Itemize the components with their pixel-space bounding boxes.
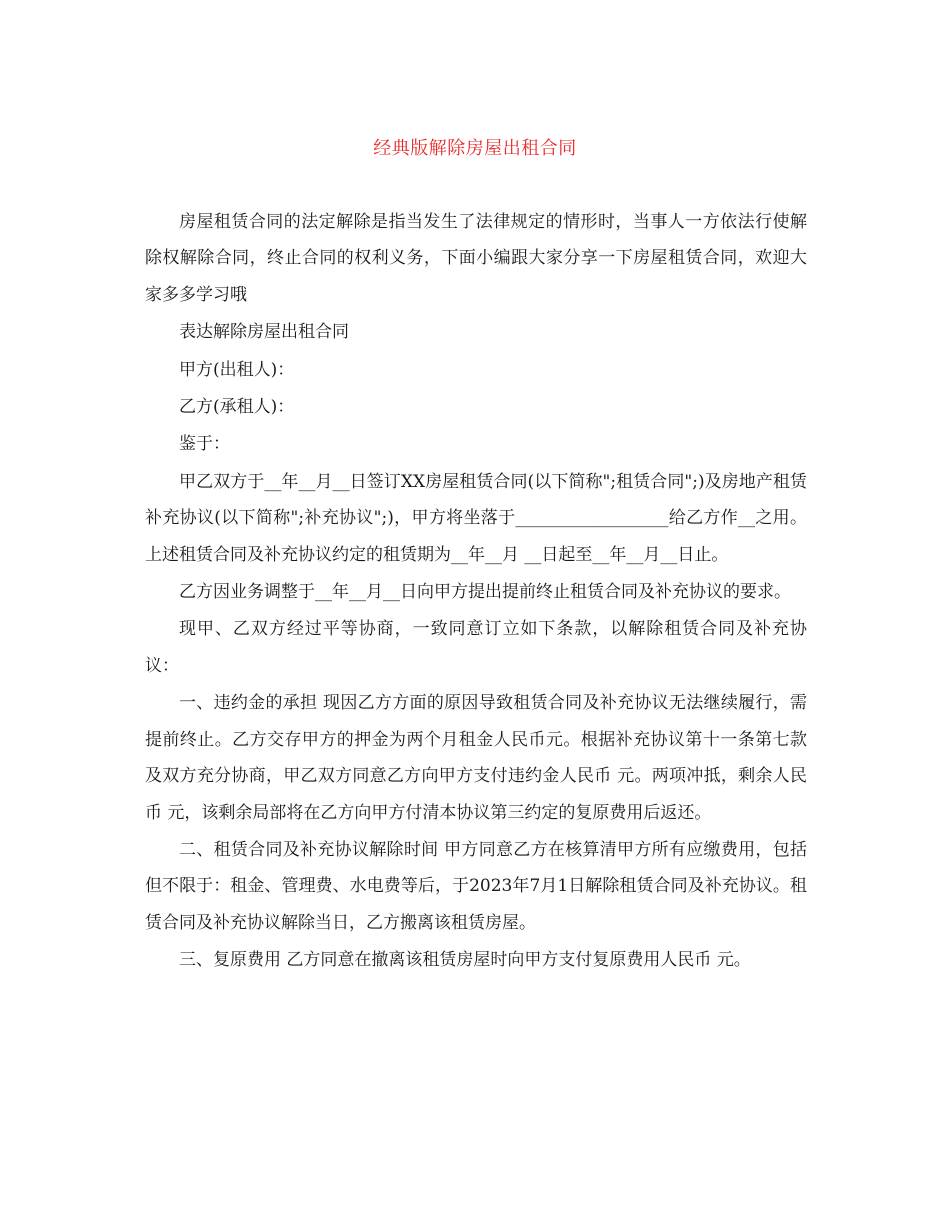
paragraph-clause-1: 一、违约金的承担 现因乙方方面的原因导致租赁合同及补充协议无法继续履行，需提前终止。乙方交存甲方的押金为两个月租金人民币元。根据补充协议第十一条第七款及双方充分协商，甲乙双方同意乙方向甲方支付违约金人民币 元。两项冲抵，剩余人民币 元，该剩余局部将在乙方向甲方付清本协议第三约定的复原费用后返还。 <box>145 693 807 823</box>
paragraph-party-b: 乙方(承租人)： <box>179 397 295 418</box>
paragraph-background: 甲乙双方于__年__月__日签订XX房屋租赁合同(以下简称";租赁合同";)及房地产租赁补充协议(以下简称";补充协议";)，甲方将坐落于__________________给乙方作__之用。上述租赁合同及补充协议约定的租赁期为__年__月 __日起至__年__月__日止。 <box>145 471 807 565</box>
paragraph-request: 乙方因业务调整于__年__月__日向甲方提出提前终止租赁合同及补充协议的要求。 <box>179 582 791 603</box>
paragraph-clause-3: 三、复原费用 乙方同意在撤离该租赁房屋时向甲方支付复原费用人民币 元。 <box>179 950 751 971</box>
paragraph-clause-2: 二、租赁合同及补充协议解除时间 甲方同意乙方在核算清甲方所有应缴费用，包括但不限于：租金、管理费、水电费等后，于2023年7月1日解除租赁合同及补充协议。租赁合同及补充协议解除当日，乙方搬离该租赁房屋。 <box>145 839 807 933</box>
paragraph-party-a: 甲方(出租人)： <box>179 359 295 380</box>
document-title: 经典版解除房屋出租合同 <box>373 138 577 159</box>
paragraph-intro: 房屋租赁合同的法定解除是指当发生了法律规定的情形时，当事人一方依法行使解除权解除合同，终止合同的权利义务，下面小编跟大家分享一下房屋租赁合同，欢迎大家多多学习哦 <box>145 212 807 305</box>
paragraph-whereas: 鉴于： <box>179 434 230 455</box>
paragraph-heading: 表达解除房屋出租合同 <box>179 322 349 343</box>
paragraph-agreement: 现甲、乙双方经过平等协商，一致同意订立如下条款，以解除租赁合同及补充协议： <box>145 619 807 676</box>
document-body <box>145 204 807 980</box>
